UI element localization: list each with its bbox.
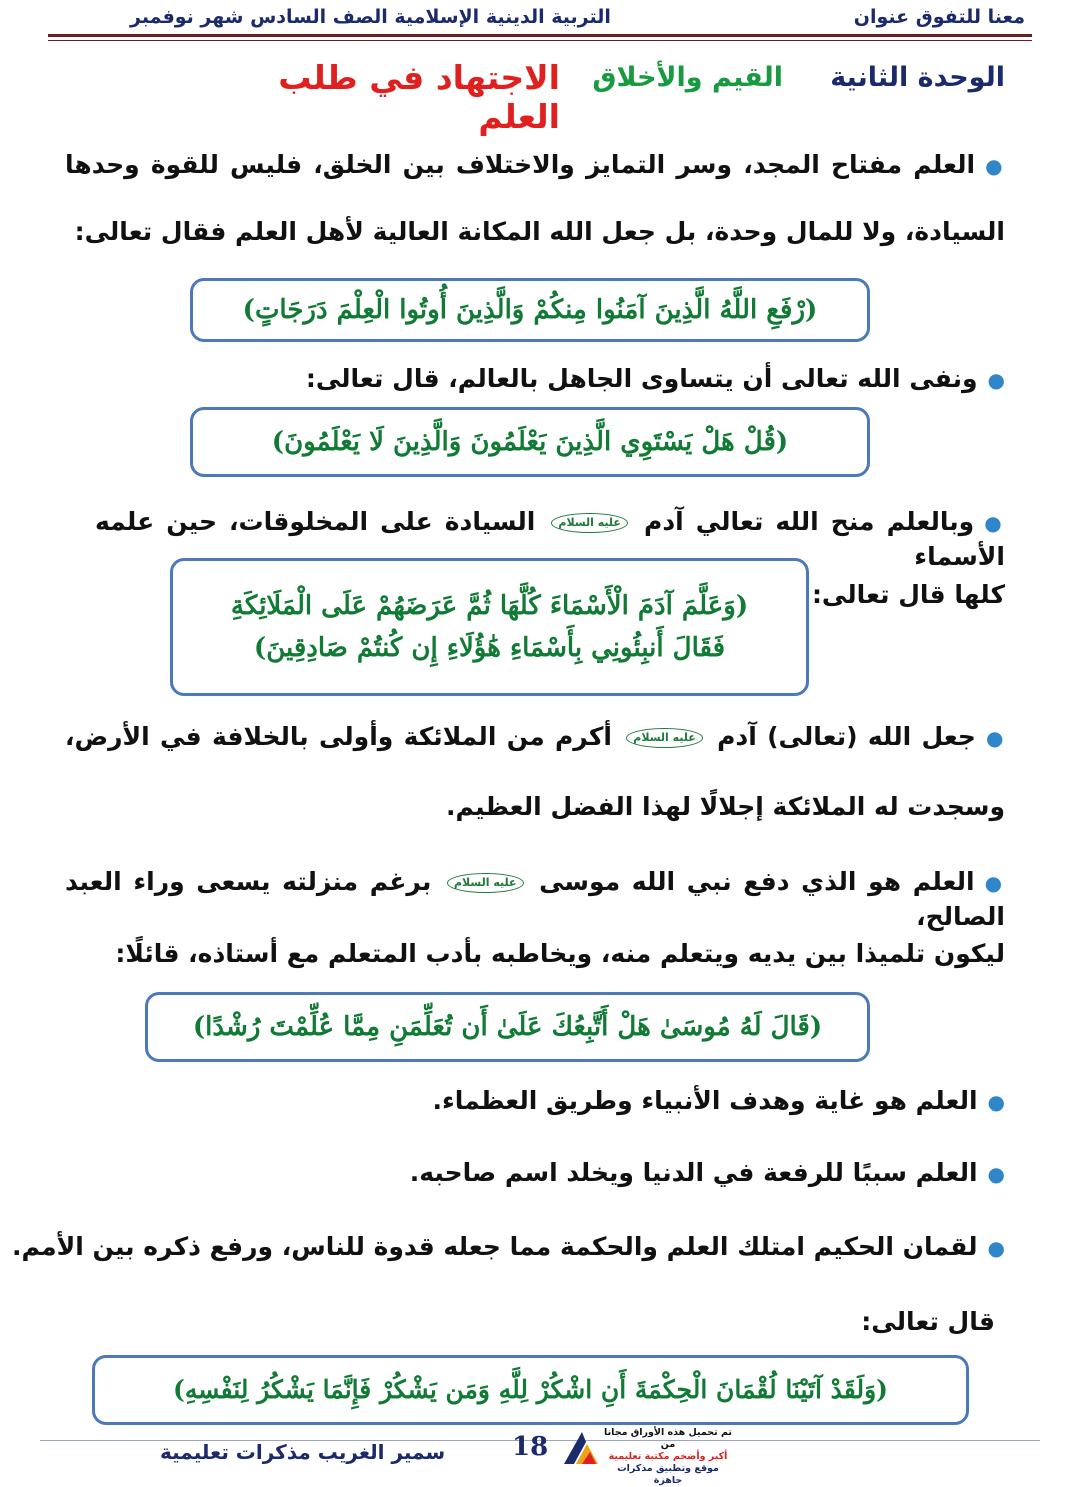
bullet-icon: ●	[987, 1236, 1005, 1260]
unit-title: الوحدة الثانية	[830, 62, 1005, 93]
bullet-icon: ●	[985, 726, 1005, 750]
paragraph-7: ●العلم سببًا للرفعة في الدنيا ويخلد اسم صاحبه.	[409, 1158, 1005, 1187]
peace-seal-icon: عليه السلام	[551, 513, 628, 533]
paragraph-6: ●العلم هو غاية وهدف الأنبياء وطريق العظماء.	[432, 1086, 1005, 1115]
verse-box-2	[190, 407, 870, 477]
verse-5-text: (وَلَقَدْ آتَيْنَا لُقْمَانَ الْحِكْمَةَ أَنِ اشْكُرْ لِلَّهِ وَمَن يَشْكُرْ فَإِنَّمَا يَشْكُرُ لِنَفْسِهِ)	[173, 1375, 888, 1404]
verse-box-1	[190, 278, 870, 342]
paragraph-2: ●ونفى الله تعالى أن يتساوى الجاهل بالعالم، قال تعالى:	[305, 364, 1005, 393]
paragraph-3-line-1: ●وبالعلم منح الله تعالي آدم عليه السلام السيادة على المخلوقات، حين علمه الأسماء	[95, 507, 1005, 571]
verse-1-text: (رْفَعِ اللَّهُ الَّذِينَ آمَنُوا مِنكُمْ وَالَّذِينَ أُوتُوا الْعِلْمَ دَرَجَاتٍ)	[242, 295, 818, 325]
title-row	[240, 58, 1005, 136]
verse-3-line-1: (وَعَلَّمَ آدَمَ الْأَسْمَاءَ كُلَّهَا ثُمَّ عَرَضَهُمْ عَلَى الْمَلَائِكَةِ	[230, 591, 749, 621]
paragraph-4-line-2: وسجدت له الملائكة إجلالًا لهذا الفضل العظيم.	[446, 792, 1005, 821]
paragraph-5-line-2: ليكون تلميذا بين يديه ويتعلم منه، ويخاطبه بأدب المتعلم مع أستاذه، قائلًا:	[115, 939, 1005, 968]
promo-line-1: تم تحميل هذه الأوراق مجانا من	[604, 1427, 732, 1450]
paragraph-1-line-1: ●العلم مفتاح المجد، وسر التمايز والاختلاف بين الخلق، فليس للقوة وحدها	[65, 150, 1005, 179]
page-number: 18	[512, 1432, 549, 1462]
bullet-icon: ●	[987, 368, 1005, 392]
bullet-icon: ●	[987, 1162, 1005, 1186]
footer-author: سمير الغريب مذكرات تعليمية	[160, 1440, 446, 1464]
verse-box-4	[145, 992, 870, 1062]
verse-4-text: (قَالَ لَهُ مُوسَىٰ هَلْ أَتَّبِعُكَ عَلَىٰ أَن تُعَلِّمَنِ مِمَّا عُلِّمْتَ رُشْدًا)	[192, 1012, 823, 1042]
verse-2-text: (قُلْ هَلْ يَسْتَوِي الَّذِينَ يَعْلَمُونَ وَالَّذِينَ لَا يَعْلَمُونَ)	[271, 427, 789, 457]
header-brand: معنا للتفوق عنوان	[853, 6, 1025, 28]
peace-seal-icon: عليه السلام	[447, 873, 524, 893]
header-divider	[48, 34, 1032, 37]
bullet-icon: ●	[985, 154, 1005, 178]
peace-seal-icon: عليه السلام	[626, 728, 703, 748]
promo-line-3: موقع وتطبيق مذكرات جاهزة	[617, 1463, 719, 1486]
paragraph-1-line-2: السيادة، ولا للمال وحدة، بل جعل الله المكانة العالية لأهل العلم فقال تعالى:	[74, 217, 1005, 246]
footer-promo	[603, 1427, 733, 1487]
paragraph-3-line-2: كلها قال تعالى:	[811, 580, 1005, 609]
bullet-icon: ●	[984, 871, 1005, 895]
verse-box-3	[170, 558, 809, 696]
paragraph-4-line-1: ●جعل الله (تعالى) آدم عليه السلام أكرم من الملائكة وأولى بالخلافة في الأرض،	[65, 722, 1005, 751]
paragraph-9: قال تعالى:	[861, 1307, 995, 1336]
verse-box-5	[92, 1355, 969, 1425]
header-divider-thin	[48, 40, 1032, 41]
paragraph-5-line-1: ●العلم هو الذي دفع نبي الله موسى عليه السلام برغم منزلته يسعى وراء العبد الصالح،	[65, 867, 1005, 931]
header-subject-line: التربية الدينية الإسلامية الصف السادس شهر نوفمبر	[130, 6, 611, 28]
site-logo-icon	[560, 1428, 602, 1468]
bullet-icon: ●	[987, 1090, 1005, 1114]
promo-line-2: أكبر وأضخم مكتبة تعليمية	[608, 1451, 728, 1462]
verse-3-line-2: فَقَالَ أَنبِئُونِي بِأَسْمَاءِ هَٰؤُلَاءِ إِن كُنتُمْ صَادِقِينَ)	[253, 633, 726, 663]
lesson-title: الاجتهاد في طلب العلم	[278, 58, 560, 136]
values-title: القيم والأخلاق	[592, 62, 783, 93]
paragraph-8: ●لقمان الحكيم امتلك العلم والحكمة مما جعله قدوة للناس، ورفع ذكره بين الأمم.	[12, 1232, 1005, 1261]
bullet-icon: ●	[984, 511, 1005, 535]
